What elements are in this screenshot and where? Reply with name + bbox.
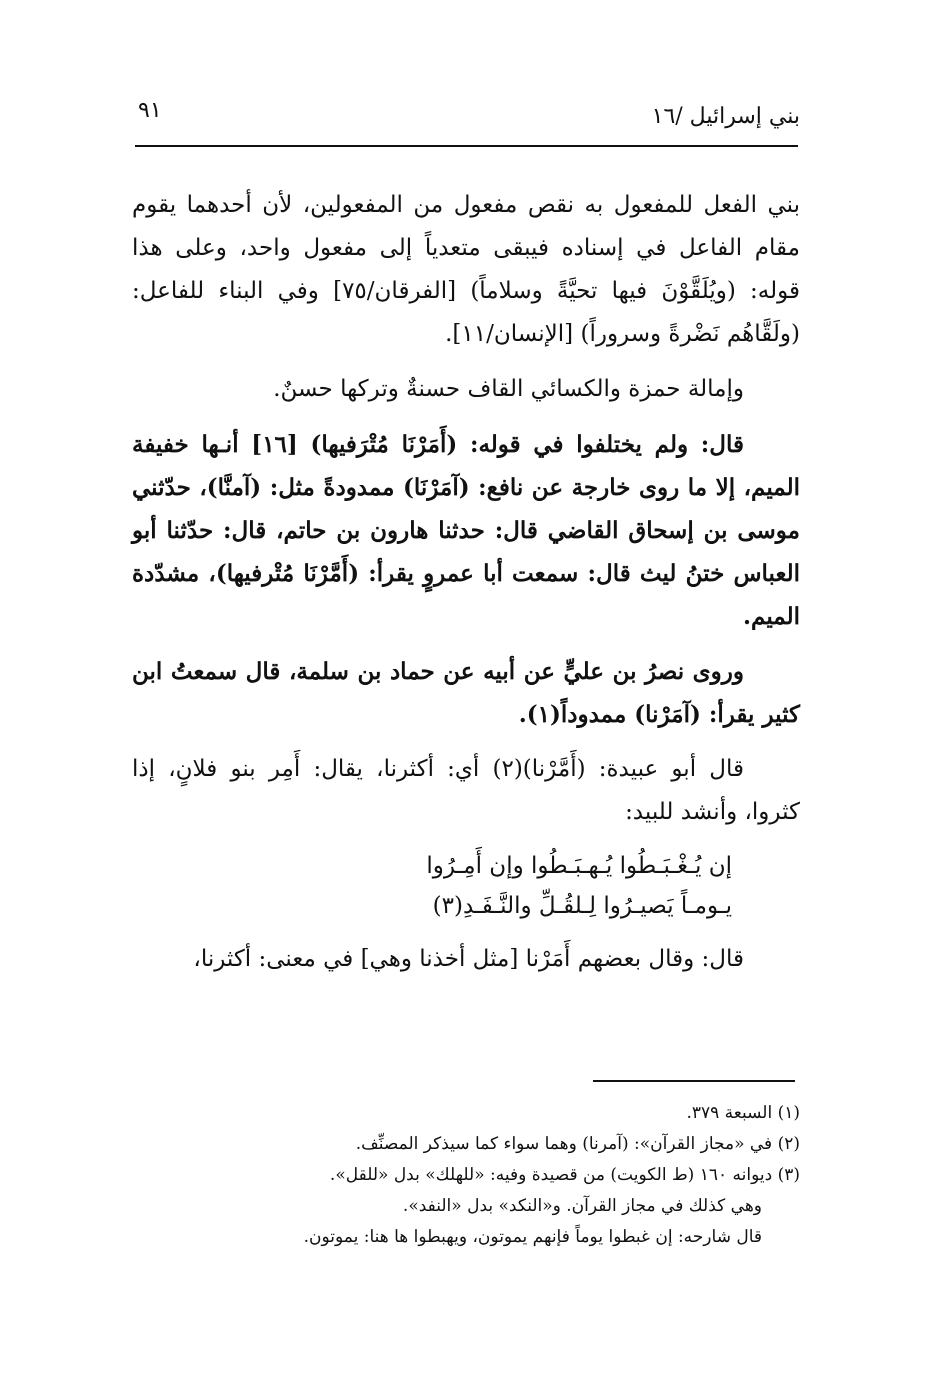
footnote: (٣) ديوانه ١٦٠ (ط الكويت) من قصيدة وفيه: «للهلك» بدل «للقل».: [329, 1165, 800, 1185]
verse-line-second: يـومـاً يَصيـرُوا لِـلقُـلِّ والنَّـفَـدِ(٣): [432, 893, 732, 919]
paragraph-gap: [132, 638, 800, 650]
running-title: بني إسرائيل /١٦: [651, 104, 800, 129]
footnote-rule: [593, 1080, 795, 1082]
paragraph-gap: [132, 736, 800, 748]
paragraph-gap: [132, 926, 800, 938]
paragraph-gap: [132, 356, 800, 368]
footnote-continuation: قال شارحه: إن غبطوا يوماً فإنهم يموتون، ويهبطوا ها هنا: يموتون.: [303, 1227, 762, 1247]
page-header: [132, 96, 800, 136]
footnote: (١) السبعة ٣٧٩.: [686, 1103, 800, 1123]
paragraph: قال أبو عبيدة: (أَمَّرْنا)(٢) أي: أكثرنا، يقال: أَمِر بنو فلانٍ، إذا كثروا، وأنشد للبيد:: [132, 756, 800, 825]
main-text: [132, 184, 800, 981]
footnotes: [132, 1098, 800, 1253]
paragraph: وروى نصرُ بن عليٍّ عن أبيه عن حماد بن سلمة، قال سمعتُ ابن كثير يقرأ: (آمَرْنا) ممدوداً(١).: [132, 658, 800, 728]
paragraph: وإمالة حمزة والكسائي القاف حسنةٌ وتركها حسنٌ.: [273, 376, 744, 402]
paragraph-gap: [132, 834, 800, 846]
paragraph-gap: [132, 411, 800, 423]
verse-line-first: إن يُـغْـبَـطُوا يُـهـبَـطُوا وإن أَمِـرُوا: [426, 853, 732, 879]
paragraph: قال: وقال بعضهم أَمَرْنا [مثل أخذنا وهي] في معنى: أكثرنا،: [193, 946, 744, 972]
footnote: (٢) في «مجاز القرآن»: (آمرنا) وهما سواء كما سيذكر المصنِّف.: [355, 1134, 800, 1154]
page-number: ٩١: [138, 98, 162, 123]
footnote-continuation: وهي كذلك في مجاز القرآن. و«النكد» بدل «النفد».: [402, 1196, 762, 1216]
paragraph: قال: ولم يختلفوا في قوله: (أَمَرْنَا مُتْرَفيها) [١٦] أنـها خفيفة الميم، إلا ما روى خارجة عن نافع: (آمَرْنَا) ممدودةً مثل: (آمنَّا)، حدّثني موسى بن إسحاق القاضي قال: حدثنا هارون بن حاتم، قال: حدّثنا أبو العباس ختنُ ليث قال: سمعت أبا عمروٍ يقرأ: (أَمَّرْنَا مُتْرفيها)، مشدّدة الميم.: [132, 431, 800, 630]
header-rule: [135, 145, 798, 147]
poetry-verse: [132, 846, 800, 926]
paragraph: بني الفعل للمفعول به نقص مفعول من المفعولين، لأن أحدهما يقوم مقام الفاعل في إسناده فيبقى متعدياً إلى مفعول واحد، وعلى هذا قوله: (ويُلَقَّوْنَ فيها تحيَّةً وسلاماً) [الفرقان/٧٥] وفي البناء للفاعل: (ولَقَّاهُم نَضْرةً وسروراً) [الإنسان/١١].: [132, 192, 801, 347]
